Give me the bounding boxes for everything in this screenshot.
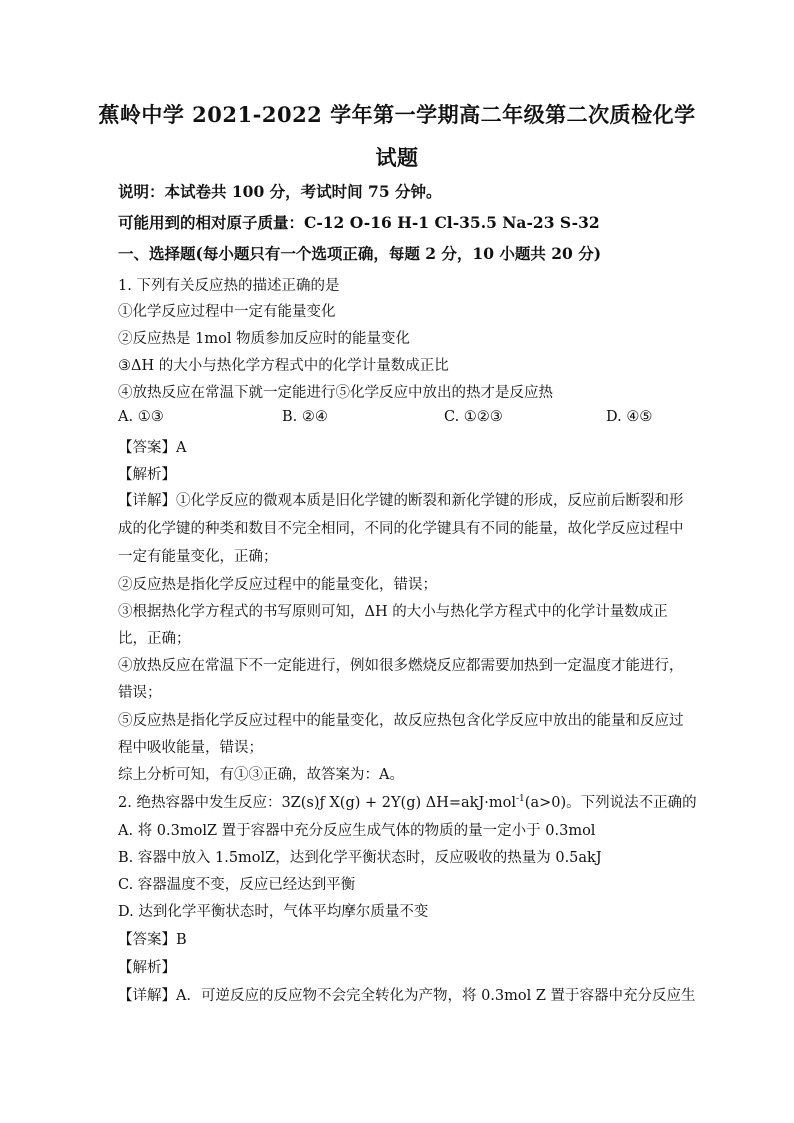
exam-note: 说明：本试卷共 100 分，考试时间 75 分钟。	[118, 182, 442, 201]
q1-detail-line: 错误；	[118, 685, 162, 701]
q1-stem: 1. 下列有关反应热的描述正确的是	[118, 278, 340, 294]
q2-stem-superscript: -1	[516, 794, 525, 805]
q2-detail-line: 【详解】A．可逆反应的反应物不会完全转化为产物，将 0.3mol Z 置于容器中充分反应生	[118, 988, 696, 1004]
q1-option-c: C. ①②③	[444, 409, 503, 425]
q1-statement-4: ④放热反应在常温下就一定能进行⑤化学反应中放出的热才是反应热	[118, 385, 553, 401]
atomic-mass-info: 可能用到的相对原子质量：C-12 O-16 H-1 Cl-35.5 Na-23 S-32	[118, 213, 600, 232]
q1-option-a: A. ①③	[118, 409, 164, 425]
q1-statement-1: ①化学反应过程中一定有能量变化	[118, 304, 336, 320]
q1-statement-3: ③ΔH 的大小与热化学方程式中的化学计量数成正比	[118, 358, 449, 374]
q1-detail-line: 【详解】①化学反应的微观本质是旧化学键的断裂和新化学键的形成，反应前后断裂和形	[118, 493, 684, 509]
q1-detail-line: 一定有能量变化，正确；	[118, 549, 278, 565]
q1-detail-line: ⑤反应热是指化学反应过程中的能量变化，故反应热包含化学反应中放出的能量和反应过	[118, 713, 684, 729]
q1-option-d: D. ④⑤	[606, 409, 653, 425]
q2-stem-tail: (a>0)。下列说法不正确的	[524, 795, 697, 811]
q1-detail-line: 比，正确；	[118, 631, 191, 647]
q1-detail-line: ④放热反应在常温下不一定能进行，例如很多燃烧反应都需要加热到一定温度才能进行，	[118, 658, 684, 674]
q1-analysis-label: 【解析】	[118, 467, 176, 483]
q1-detail-line: ②反应热是指化学反应过程中的能量变化，错误；	[118, 577, 437, 593]
q2-stem-main: 2. 绝热容器中发生反应：3Z(s)ƒ X(g) + 2Y(g) ΔH=akJ·mol	[118, 795, 516, 811]
q1-detail-line: ③根据热化学方程式的书写原则可知，ΔH 的大小与热化学方程式中的化学计量数成正	[118, 604, 668, 620]
document-title-line2: 试题	[375, 145, 419, 170]
q2-option-c: C. 容器温度不变，反应已经达到平衡	[118, 877, 356, 893]
q1-answer: 【答案】A	[118, 440, 187, 456]
q2-option-a: A. 将 0.3molZ 置于容器中充分反应生成气体的物质的量一定小于 0.3mol	[118, 823, 596, 839]
section-heading: 一、选择题(每小题只有一个选项正确，每题 2 分，10 小题共 20 分)	[118, 244, 602, 263]
document-title-line1: 蕉岭中学 2021-2022 学年第一学期高二年级第二次质检化学	[98, 102, 696, 127]
q1-statement-2: ②反应热是 1mol 物质参加反应时的能量变化	[118, 331, 411, 347]
q1-option-b: B. ②④	[282, 409, 328, 425]
q2-analysis-label: 【解析】	[118, 960, 176, 976]
q1-detail-line: 成的化学键的种类和数目不完全相同，不同的化学键具有不同的能量，故化学反应过程中	[118, 521, 684, 537]
q1-conclusion: 综上分析可知，有①③正确，故答案为：A。	[118, 767, 404, 783]
q2-stem	[118, 791, 697, 812]
q2-option-b: B. 容器中放入 1.5molZ，达到化学平衡状态时，反应吸收的热量为 0.5akJ	[118, 850, 602, 866]
q2-answer: 【答案】B	[118, 932, 187, 948]
q1-detail-line: 程中吸收能量，错误；	[118, 740, 263, 756]
q2-option-d: D. 达到化学平衡状态时，气体平均摩尔质量不变	[118, 904, 429, 920]
